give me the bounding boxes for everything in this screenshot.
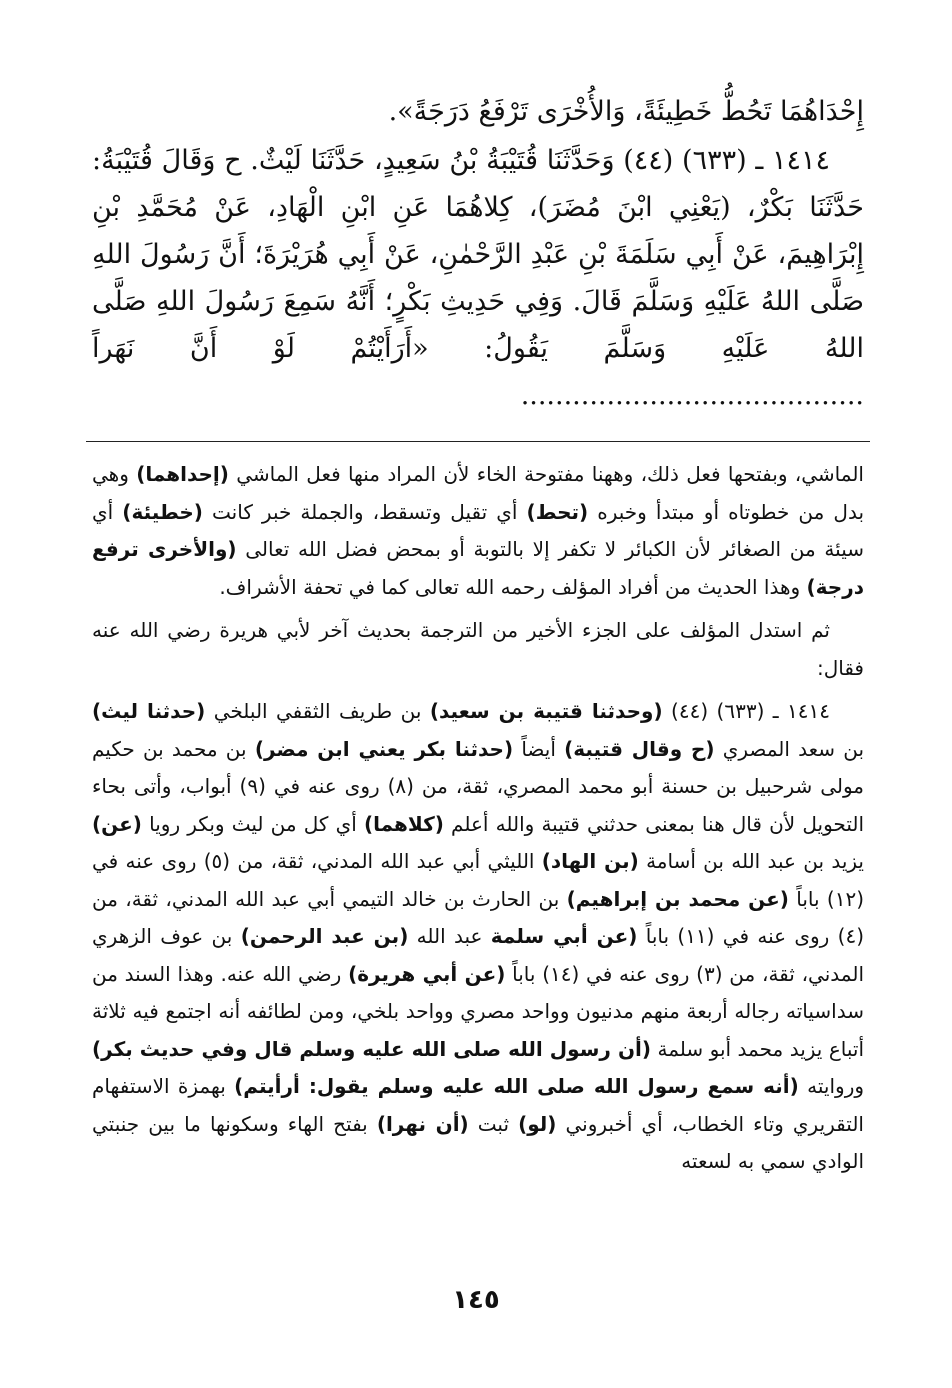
- book-page: [92, 88, 864, 1187]
- bold-term: (خطيئة): [122, 499, 203, 524]
- commentary-paragraph-3: ١٤١٤ ـ (٦٣٣) (٤٤) (وحدثنا قتيبة بن سعيد) بن طريف الثقفي البلخي (حدثنا ليث) بن سعد المصري (ح وقال قتيبة) أيضاً (حدثنا بكر يعني ابن مضر) بن محمد بن حكيم مولى شرحبيل بن حسنة أبو محمد المصري، ثقة، من (٨) روى عنه في (٩) أبواب، وأتى بحاء التحويل لأن قال هنا بمعنى حدثني قتيبة والله أعلم (كلاهما) أي كل من ليث وبكر رويا (عن) يزيد بن عبد الله بن أسامة (بن الهاد) الليثي أبي عبد الله المدني، ثقة، من (٥) روى عنه في (١٢) باباً (عن محمد بن إبراهيم) بن الحارث بن خالد التيمي أبي عبد الله المدني، ثقة، من (٤) روى عنه في (١١) باباً (عن أبي سلمة عبد الله (بن عبد الرحمن) بن عوف الزهري المدني، ثقة، من (٣) روى عنه في (١٤) باباً (عن أبي هريرة) رضي الله عنه. وهذا السند من سداسياته رجاله أربعة منهم مدنيون وواحد مصري وواحد بلخي، ومن لطائفه أنه اجتمع فيه ثلاثة أتباع يزيد محمد أبو سلمة (أن رسول الله صلى الله عليه وسلم قال وفي حديث بكر) وروايته (أنه سمع رسول الله صلى الله عليه وسلم يقول: أرأيتم) بهمزة الاستفهام التقريري وتاء الخطاب، أي أخبروني (لو) ثبت (أن نهرا) بفتح الهاء وسكونها ما بين جنبتي الوادي سمي به لسعته: [92, 699, 865, 1173]
- bold-term: (عن أبي هريرة): [348, 961, 506, 986]
- bold-term: (أن رسول الله صلى الله عليه وسلم قال وفي حديث بكر): [92, 1036, 652, 1061]
- bold-term: (أن نهرا): [376, 1111, 469, 1136]
- hadith-text: [92, 88, 864, 419]
- bold-term: (حدثنا ليث): [92, 699, 206, 723]
- bold-term: (لو): [518, 1111, 557, 1136]
- page-number: ١٤٥: [452, 1285, 500, 1315]
- bold-term: (والأخرى ترفع درجة): [92, 537, 864, 599]
- ellipsis-dots: ........................................: [520, 380, 864, 411]
- bold-term: (بن الهاد): [541, 849, 639, 873]
- bold-term: (حدثنا بكر يعني ابن مضر): [254, 736, 514, 761]
- bold-term: (كلاهما): [363, 811, 444, 836]
- bold-term: (وحدثنا قتيبة بن سعيد): [429, 699, 663, 723]
- bold-term: (عن محمد بن إبراهيم): [566, 886, 789, 911]
- hadith-continuation: إِحْدَاهُمَا تَحُطُّ خَطِيئَةً، وَالأُخْرَى تَرْفَعُ دَرَجَةً».: [388, 96, 864, 127]
- bold-term: (تحط): [526, 499, 589, 524]
- bold-term: (إحداهما): [136, 462, 229, 486]
- bold-term: (بن عبد الرحمن): [240, 924, 409, 948]
- commentary-paragraph-1: الماشي، وبفتحها فعل ذلك، وههنا مفتوحة الخاء لأن المراد منها فعل الماشي (إحداهما) وهي بدل من خطوتاه أو مبتدأ وخبره (تحط) أي تقيل وتسقط، والجملة خبر كانت (خطيئة) أي سيئة من الصغائر لأن الكبائر لا تكفر إلا بالتوبة أو بمحض فضل الله تعالى (والأخرى ترفع درجة) وهذا الحديث من أفراد المؤلف رحمه الله تعالى كما في تحفة الأشراف.: [92, 462, 865, 599]
- commentary: [92, 456, 864, 1181]
- bold-term: (عن): [92, 811, 142, 836]
- bold-term: (أنه سمع رسول الله صلى الله عليه وسلم يقول: أرأيتم): [234, 1074, 799, 1098]
- bold-term: (ح وقال قتيبة): [564, 736, 715, 761]
- hadith-main: ١٤١٤ ـ (٦٣٣) (٤٤) وَحَدَّثَنَا قُتَيْبَةُ بْنُ سَعِيدٍ، حَدَّثَنَا لَيْثٌ. ح وَقَالَ قُتَيْبَةُ: حَدَّثَنَا بَكْرٌ، (يَعْنِي ابْنَ مُضَرَ)، كِلاهُمَا عَنِ ابْنِ الْهَادِ، عَنْ مُحَمَّدِ بْنِ إِبْرَاهِيمَ، عَنْ أَبِي سَلَمَةَ بْنِ عَبْدِ الرَّحْمٰنِ، عَنْ أَبِي هُرَيْرَةَ؛ أَنَّ رَسُولَ اللهِ صَلَّى اللهُ عَلَيْهِ وَسَلَّمَ قَالَ. وَفِي حَدِيثِ بَكْرٍ؛ أَنَّهُ سَمِعَ رَسُولَ اللهِ صَلَّى اللهُ عَلَيْهِ وَسَلَّمَ يَقُولُ: «أَرَأَيْتُمْ لَوْ أَنَّ نَهَراً ........................................: [92, 145, 864, 411]
- bold-term: (عن أبي سلمة: [490, 924, 638, 948]
- commentary-paragraph-2: ثم استدل المؤلف على الجزء الأخير من الترجمة بحديث آخر لأبي هريرة رضي الله عنه فقال:: [92, 618, 864, 680]
- footnote-separator: [86, 441, 870, 442]
